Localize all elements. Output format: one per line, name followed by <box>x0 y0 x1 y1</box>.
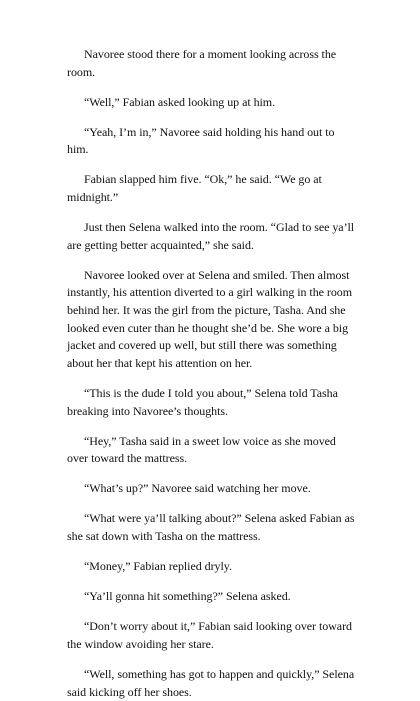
paragraph-9: “What’s up?” Navoree said watching her move. <box>84 481 311 496</box>
paragraph-8: “Hey,” Tasha said in a sweet low voice as she moved over toward the mattress. <box>67 433 336 466</box>
paragraph-13: “Don’t worry about it,” Fabian said looking over toward the window avoiding her stare. <box>67 619 352 651</box>
paragraph-1: Navoree stood there for a moment looking across the room. <box>67 47 337 79</box>
paragraph-12: “Ya’ll gonna hit something?” Selena asked. <box>84 589 291 604</box>
paragraph-6: Navoree looked over at Selena and smiled. Then almost instantly, his attention diverted to a girl walking in the room behind her. It was the girl from the picture, Tasha. And she looked even cuter than he thought she’d be. She wore a big jacket and covered up well, but still there was something about her that kept his attention on her. <box>67 267 353 370</box>
paragraph-2: “Well,” Fabian asked looking up at him. <box>84 94 276 109</box>
paragraph-10: “What were ya’ll talking about?” Selena asked Fabian as she sat down with Tasha on the mattress. <box>67 511 355 543</box>
paragraph-4: Fabian slapped him five. “Ok,” he said. “We go at midnight.” <box>67 172 322 205</box>
paragraph-5: Just then Selena walked into the room. “Glad to see ya’ll are getting better acquainted,” she said. <box>67 220 355 252</box>
paragraph-11: “Money,” Fabian replied dryly. <box>84 559 232 574</box>
paragraph-14: “Well, something has got to happen and quickly,” Selena said kicking off her shoes. <box>67 666 355 699</box>
paragraph-7: “This is the dude I told you about,” Selena told Tasha breaking into Navoree’s thoughts. <box>67 385 338 418</box>
paragraph-3: “Yeah, I’m in,” Navoree said holding his hand out to him. <box>67 124 335 157</box>
